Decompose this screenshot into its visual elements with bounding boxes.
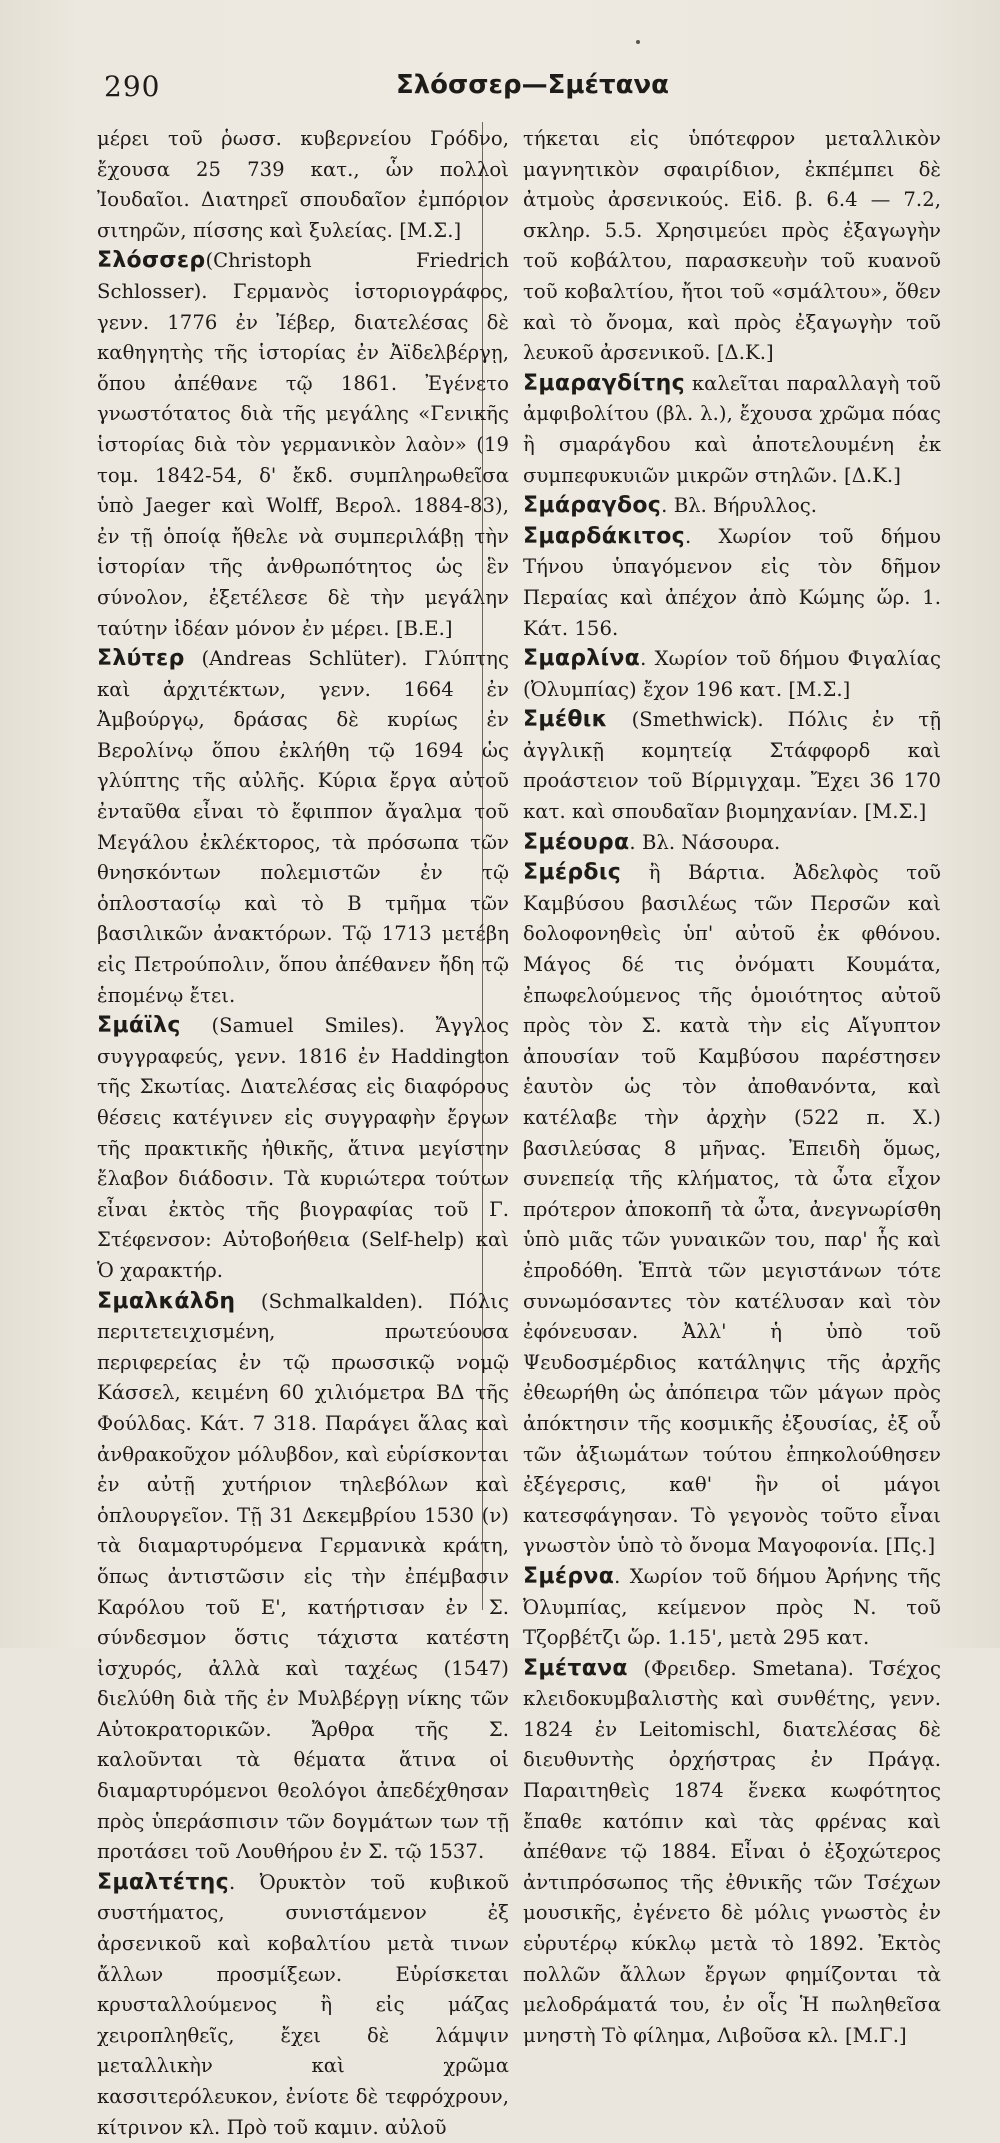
running-title: Σλόσσερ—Σμέτανα bbox=[395, 70, 670, 100]
right-column bbox=[523, 124, 941, 2051]
page-number: 290 bbox=[104, 70, 161, 103]
entry bbox=[523, 1562, 941, 1654]
ink-dot bbox=[636, 40, 640, 44]
entry-headword: Σμαρδάκιτος bbox=[523, 523, 686, 549]
entry bbox=[523, 858, 941, 1562]
entry bbox=[97, 644, 509, 1011]
entry bbox=[523, 491, 941, 522]
entry-headword: Σμαραγδίτης bbox=[523, 370, 685, 396]
entry-text: . Χωρίον τοῦ δήμου Τήνου ὑπαγόμενον εἰς τὸν δῆμον Πεpαίας καὶ ἀπέχον ἀπὸ Κώμης ὥρ. 1. Κάτ. 156. bbox=[523, 524, 941, 640]
entry bbox=[97, 1868, 509, 2143]
entry bbox=[523, 828, 941, 859]
entry-text: τήκεται εἰς ὑπότεφρον μεταλλικὸν μαγνητικὸν σφαιρίδιον, ἐκπέμπει δὲ ἀτμοὺς ἀρσενικούς. Εἰδ. β. 6.4 — 7.2, σκληρ. 5.5. Χρησιμεύει πρὸς ἐξαγωγὴν τοῦ κοβάλτου, παρασκευὴν τοῦ κυανοῦ τοῦ κοβαλτίου, ἤτοι τοῦ «σμάλτου», ὅθεν καὶ τὸ ὄνομα, καὶ πρὸς ἐξαγωγὴν τοῦ λευκοῦ ἀρσενικοῦ. [Δ.Κ.] bbox=[523, 127, 941, 365]
entry-headword: Σμαλκάλδη bbox=[97, 1288, 236, 1314]
entry-text: (Smethwick). Πόλις ἐν τῇ ἀγγλικῇ κομητείᾳ Στάφφορδ καὶ προάστειον τοῦ Βίρμιγχαμ. Ἔχει 36 170 κατ. καὶ σπουδαῖαν βιομηχανίαν. [Μ.Σ.] bbox=[523, 708, 942, 824]
entry bbox=[523, 644, 941, 705]
entry-text: μέρει τοῦ ῥωσσ. κυβερνείου Γρόδνο, ἔχουσα 25 739 κατ., ὧν πολλοὶ Ἰουδαῖοι. Διατηρεῖ σπουδαῖον ἐμπόριον σιτηρῶν, πίσσης καὶ ξυλείας. [Μ.Σ.] bbox=[97, 127, 509, 242]
entry bbox=[523, 369, 941, 491]
entry-text: . Ὀρυκτὸν τοῦ κυβικοῦ συστήματος, συνιστάμενον ἐξ ἀρσενικοῦ καὶ κοβαλτίου μετὰ τινων ἄλλων προσμίξεων. Εὑρίσκεται κρυσταλλούμενος ἢ εἰς μάζας χειροπληθεῖς, ἔχει δὲ λάμψιν μεταλλικὴν καὶ χρῶμα κασσιτερόλευκον, ἐνίοτε δὲ τεφρόχρουν, κίτρινον κλ. Πρὸ τοῦ καμιν. αὐλοῦ bbox=[97, 1870, 509, 2139]
entry bbox=[523, 1654, 941, 2052]
entry-text: (Christoph Friedrich Schlosser). Γερμανὸς ἱστοριογράφος, γενν. 1776 ἐν Ἰέβερ, διατελέσας δὲ καθηγητὴς τῆς ἱστορίας ἐν Ἀϊδελβέργῃ, ὅπου ἀπέθανε τῷ 1861. Ἐγένετο γνωστότατος διὰ τῆς μεγάλης «Γενικῆς ἱστορίας διὰ τὸν γερμανικὸν λαὸν» (19 τομ. 1842-54, δ' ἔκδ. συμπληρωθεῖσα ὑπὸ Jaeger καὶ Wolff, Βερολ. 1884-83), ἐν τῇ ὁποίᾳ ἤθελε νὰ συμπεριλάβῃ τὴν ἱστορίαν τῆς ἀνθρωπότητος ὡς ἓν σύνολον, ἐξετέλεσε δὲ τὴν μεγάλην ταύτην ἰδέαν μόνον ἐν μέρει. [Β.Ε.] bbox=[97, 249, 509, 640]
entry bbox=[97, 124, 509, 246]
page-header bbox=[100, 66, 965, 106]
entry-headword: Σλόσσερ bbox=[97, 248, 206, 274]
entry-text: ἢ Βάρτια. Ἀδελφὸς τοῦ Καμβύσου βασιλέως τῶν Περσῶν καὶ δολοφονηθεὶς ὑπ' αὐτοῦ ἐκ φθόνου. Μάγος δέ τις ὀνόματι Κουμάτα, ἐπωφελούμενος τῆς ὁμοιότητος αὐτοῦ πρὸς τὸν Σ. κατὰ τὴν εἰς Αἴγυπτον ἀπουσίαν τοῦ Καμβύσου παρέστησεν ἑαυτὸν ὡς τὸν ἀποθανόντα, καὶ κατέλαβε τὴν ἀρχὴν (522 π. Χ.) βασιλεύσας 8 μῆνας. Ἐπειδὴ ὅμως, συνεπείᾳ τῆς κλήματος, τὰ ὦτα εἶχον πρότερον ἀποκοπῆ τὰ ὦτα, ἀνεγνωρίσθη ὑπὸ μιᾶς τῶν γυναικῶν του, παρ' ἧς καὶ ἐπροδόθη. Ἑπτὰ τῶν μεγιστάνων τότε συνωμόσαντες τὸν κατέλυσαν καὶ τὸν ἐφόνευσαν. Ἀλλ' ἡ ὑπὸ τοῦ Ψευδοσμέρδιος κατάληψις τῆς ἀρχῆς ἐθεωρήθη ὡς ἀπόπειρα τῶν μάγων πρὸς ἀπόκτησιν τῆς κοσμικῆς ἐξουσίας, ἐξ οὗ τῶν ἀξιωμάτων τούτου ἐπηκολούθησεν ἐξέγερσις, καθ' ἣν οἱ μάγοι κατεσφάγησαν. Τὸ γεγονὸς τοῦτο εἶναι γνωστὸν ὑπὸ τὸ ὄνομα Μαγοφονία. [Πς.] bbox=[523, 861, 941, 1558]
entry-text: . Βλ. Νάσουρα. bbox=[629, 830, 781, 854]
entry-text: (Samuel Smiles). Ἄγγλος συγγραφεύς, γενν. 1816 ἐν Haddington τῆς Σκωτίας. Διατελέσας εἰς διαφόρους θέσεις κατέγινεν εἰς συγγραφὴν ἔργων τῆς πρακτικῆς ἠθικῆς, ἅτινα μεγίστην ἔλαβον διάδοσιν. Τὰ κυριώτερα τούτων εἶναι ἐκτὸς τῆς βιογραφίας τοῦ Γ. Στέφενσον: Αὐτοβοήθεια (Self-help) καὶ Ὁ χαρακτήρ. bbox=[97, 1014, 509, 1282]
entry-headword: Σμαλτέτης bbox=[97, 1869, 229, 1895]
entry-text: (Andreas Schlüter). Γλύπτης καὶ ἀρχιτέκτων, γενν. 1664 ἐν Ἀμβούργῳ, δράσας δὲ κυρίως ἐν Βερολίνῳ ὅπου ἐκλήθη τῷ 1694 ὡς γλύπτης τῆς αὐλῆς. Κύρια ἔργα αὐτοῦ ἐνταῦθα εἶναι τὸ ἔφιππον ἄγαλμα τοῦ Μεγάλου ἐκλέκτορος, τὰ πρόσωπα τῶν θνησκόντων πολεμιστῶν ἐν τῷ ὁπλοστασίῳ καὶ τὸ Β τμῆμα τῶν βασιλικῶν ἀνακτόρων. Τῷ 1713 μετέβη εἰς Πετρούπολιν, ὅπου ἀπέθανεν ἤδη τῷ ἑπομένῳ ἔτει. bbox=[97, 647, 509, 1007]
entry-text: (Φρειδερ. Smetana). Τσέχος κλειδοκυμβαλιστὴς καὶ συνθέτης, γενν. 1824 ἐν Leitomischl, διατελέσας δὲ διευθυντὴς ὀρχήστρας ἐν Πράγᾳ. Παραιτηθεὶς 1874 ἕνεκα κωφότητος ἔπαθε κατόπιν καὶ τὰς φρένας καὶ ἀπέθανε τῷ 1884. Εἶναι ὁ ἐξοχώτερος ἀντιπρόσωπος τῆς ἐθνικῆς τῶν Τσέχων μουσικῆς, ἐγένετο δὲ μόλις γνωστὸς ἐν εὐρυτέρῳ κύκλῳ μετὰ τὸ 1892. Ἐκτὸς πολλῶν ἄλλων ἔργων φημίζονται τὰ μελοδράματά του, ἐν οἷς Ἡ πωληθεῖσα μνηστὴ Τὸ φίλημα, Λιβοῦσα κλ. [Μ.Γ.] bbox=[523, 1656, 942, 2047]
entry-headword: Σμέρνα bbox=[523, 1563, 615, 1589]
entry-text: . Χωρίον τοῦ δήμου Ἀρήνης τῆς Ὀλυμπίας, κείμενον πρὸς Ν. τοῦ Τζορβέτζι ὥρ. 1.15', μετὰ 295 κατ. bbox=[523, 1564, 941, 1650]
entry-headword: Σμάϊλς bbox=[97, 1013, 181, 1039]
entry-headword: Σμέρδις bbox=[523, 860, 622, 886]
entry-headword: Σμέτανα bbox=[523, 1655, 628, 1681]
entry-text: (Schmalkalden). Πόλις περιτετειχισμένη, πρωτεύουσα περιφερείας ἐν τῷ πρωσσικῷ νομῷ Κάσσελ, κειμένη 60 χιλιόμετρα ΒΔ τῆς Φούλδας. Κάτ. 7 318. Παράγει ἅλας καὶ ἀνθρακοῦχον μόλυβδον, καὶ εὑρίσκονται ἐν αὐτῇ χυτήριον τηλεβόλων καὶ ὁπλουργεῖον. Τῇ 31 Δεκεμβρίου 1530 (ν) τὰ διαμαρτυρόμενα Γερμανικὰ κράτη, ὅπως ἀντιστῶσιν εἰς τὴν ἐπέμβασιν Καρόλου τοῦ Ε', κατήρτισαν ἐν Σ. σύνδεσμον ὅστις τάχιστα κατέστη ἰσχυρός, ἀλλὰ καὶ ταχέως (1547) διελύθη διὰ τῆς ἐν Μυλβέργῃ νίκης τῶν Αὐτοκρατορικῶν. Ἄρθρα τῆς Σ. καλοῦνται τὰ θέματα ἅτινα οἱ διαμαρτυρόμενοι θεολόγοι ἀπεδέχθησαν πρὸς ὑπεράσπισιν τῶν δογμάτων των τῇ προτάσει τοῦ Λουθήρου ἐν Σ. τῷ 1537. bbox=[97, 1289, 509, 1864]
entry bbox=[523, 522, 941, 644]
entry-text: . Βλ. Βήρυλλος. bbox=[661, 494, 818, 518]
entry-text: . Χωρίον τοῦ δήμου Φιγαλίας (Ὀλυμπίας) ἔχον 196 κατ. [Μ.Σ.] bbox=[523, 647, 941, 701]
entry-headword: Σμάραγδος bbox=[523, 493, 662, 519]
entry bbox=[97, 246, 509, 644]
left-column bbox=[97, 124, 509, 2143]
entry-headword: Σμέουρα bbox=[523, 829, 630, 855]
entry-headword: Σμαρλίνα bbox=[523, 646, 641, 672]
entry-headword: Σλύτερ bbox=[97, 646, 185, 672]
entry bbox=[97, 1011, 509, 1286]
entry bbox=[523, 124, 941, 369]
entry-headword: Σμέθικ bbox=[523, 707, 608, 733]
entry-text: καλεῖται παραλλαγὴ τοῦ ἀμφιβολίτου (βλ. λ.), ἔχουσα χρῶμα πόας ἢ σμαράγδου καὶ ἀποτελουμένη ἐκ συμπεφυκυιῶν μικρῶν στηλῶν. [Δ.Κ.] bbox=[523, 371, 941, 487]
entry bbox=[523, 705, 941, 827]
entry bbox=[97, 1287, 509, 1868]
